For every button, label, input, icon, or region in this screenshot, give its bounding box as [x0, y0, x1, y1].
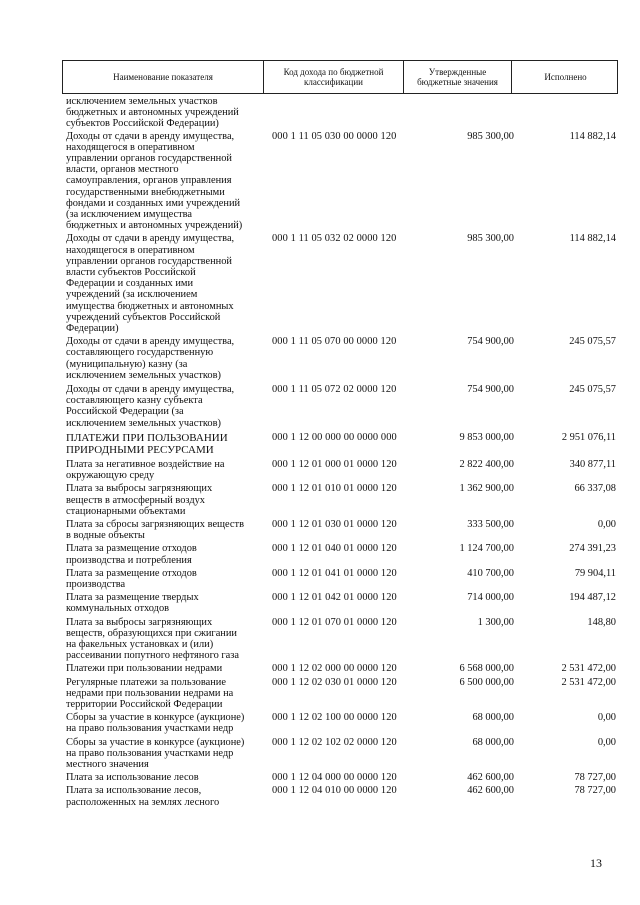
row-code: 000 1 12 01 042 01 0000 120 — [272, 592, 397, 604]
row-approved: 6 568 000,00 — [459, 663, 514, 675]
row-name: Плата за размещение отходов производства и потребления — [66, 543, 197, 566]
table-row — [66, 677, 616, 711]
row-approved: 2 822 400,00 — [459, 458, 514, 470]
table-row — [66, 737, 616, 771]
table-header — [62, 60, 618, 94]
row-name: Сборы за участие в конкурсе (аукционе) на право пользования участками недр — [66, 712, 245, 735]
row-approved: 462 600,00 — [467, 785, 514, 797]
row-approved: 754 900,00 — [467, 384, 514, 396]
row-approved: 68 000,00 — [472, 712, 514, 724]
row-executed: 66 337,08 — [574, 483, 616, 495]
row-name: Сборы за участие в конкурсе (аукционе) на право пользования участками недр местного значения — [66, 736, 245, 770]
table-row — [66, 432, 616, 456]
row-approved: 333 500,00 — [467, 518, 514, 530]
row-approved: 462 600,00 — [467, 772, 514, 784]
header-executed: Исполнено — [511, 61, 619, 93]
table-row — [66, 663, 616, 674]
row-name: Плата за выбросы загрязняющих веществ в атмосферный воздух стационарными объектами — [66, 483, 213, 517]
row-approved: 714 000,00 — [467, 592, 514, 604]
row-name: Плата за размещение твердых коммунальных отходов — [66, 592, 199, 615]
table-row — [66, 483, 616, 517]
table-row — [66, 131, 616, 232]
table-row — [66, 617, 616, 662]
page-number: 13 — [590, 856, 602, 870]
table-row — [66, 233, 616, 334]
row-approved: 985 300,00 — [467, 130, 514, 142]
row-code: 000 1 12 02 100 00 0000 120 — [272, 712, 397, 724]
row-executed: 245 075,57 — [569, 336, 616, 348]
row-name: Доходы от сдачи в аренду имущества, находящегося в оперативном управлении органов государственной власти субъектов Российской Федерации и созданных ими учреждений (за исключением имущества бюджетных и автономных учреждений субъектов Российской Федерации) — [66, 233, 235, 335]
row-name: Плата за использование лесов, расположенных на землях лесного — [66, 785, 220, 808]
row-executed: 340 877,11 — [569, 458, 616, 470]
header-name: Наименование показателя — [113, 72, 213, 82]
row-executed: 0,00 — [597, 518, 616, 530]
row-code: 000 1 11 05 072 02 0000 120 — [272, 384, 397, 396]
table-row — [66, 519, 616, 541]
row-name: Плата за негативное воздействие на окружающую среду — [66, 458, 225, 482]
table-row — [66, 543, 616, 565]
row-executed: 78 727,00 — [574, 785, 616, 797]
row-approved: 754 900,00 — [467, 336, 514, 348]
row-executed: 194 487,12 — [569, 592, 616, 604]
row-executed: 0,00 — [597, 712, 616, 724]
row-executed: 114 882,14 — [569, 233, 616, 245]
table-row — [66, 336, 616, 381]
row-executed: 274 391,23 — [569, 543, 616, 555]
table-row — [66, 592, 616, 614]
row-approved: 410 700,00 — [467, 567, 514, 579]
table-body — [66, 96, 616, 810]
row-name: Платежи при пользовании недрами — [66, 663, 223, 675]
row-code: 000 1 12 02 102 02 0000 120 — [272, 736, 397, 748]
row-name: исключением земельных участков бюджетных и автономных учреждений субъектов Российской Федерации) — [66, 96, 239, 130]
row-executed: 2 531 472,00 — [561, 663, 616, 675]
row-code: 000 1 12 01 070 01 0000 120 — [272, 616, 397, 628]
table-row — [66, 459, 616, 481]
table-row — [66, 772, 616, 783]
row-code: 000 1 12 01 000 01 0000 120 — [272, 458, 397, 470]
row-approved: 985 300,00 — [467, 233, 514, 245]
row-approved: 1 362 900,00 — [459, 483, 514, 495]
row-executed: 78 727,00 — [574, 772, 616, 784]
row-code: 000 1 12 01 030 01 0000 120 — [272, 518, 397, 530]
row-executed: 79 904,11 — [574, 567, 616, 579]
row-approved: 6 500 000,00 — [459, 676, 514, 688]
row-name: Регулярные платежи за пользование недрами при пользовании недрами на территории Российской Федерации — [66, 676, 234, 710]
row-approved: 1 300,00 — [477, 616, 514, 628]
row-approved: 68 000,00 — [472, 736, 514, 748]
table-row — [66, 568, 616, 590]
row-executed: 2 531 472,00 — [561, 676, 616, 688]
row-code: 000 1 11 05 070 00 0000 120 — [272, 336, 397, 348]
row-code: 000 1 12 01 040 01 0000 120 — [272, 543, 397, 555]
table-row — [66, 384, 616, 429]
header-code: Код дохода по бюджетной классификации — [263, 61, 403, 93]
row-code: 000 1 11 05 030 00 0000 120 — [272, 130, 397, 142]
row-name: Доходы от сдачи в аренду имущества, составляющего казну субъекта Российской Федерации (за исключением земельных участков) — [66, 384, 235, 429]
row-executed: 245 075,57 — [569, 384, 616, 396]
row-code: 000 1 12 00 000 00 0000 000 — [272, 431, 397, 443]
row-code: 000 1 11 05 032 02 0000 120 — [272, 233, 397, 245]
row-code: 000 1 12 01 041 01 0000 120 — [272, 567, 397, 579]
header-approved: Утвержденные бюджетные значения — [403, 61, 511, 93]
row-approved: 9 853 000,00 — [459, 431, 514, 443]
row-code: 000 1 12 04 010 00 0000 120 — [272, 785, 397, 797]
row-name: Плата за сбросы загрязняющих веществ в водные объекты — [66, 518, 244, 542]
row-code: 000 1 12 02 000 00 0000 120 — [272, 663, 397, 675]
row-approved: 1 124 700,00 — [459, 543, 514, 555]
row-name: Плата за размещение отходов производства — [66, 567, 197, 590]
row-executed: 114 882,14 — [569, 130, 616, 142]
table-row — [66, 96, 616, 130]
row-name: ПЛАТЕЖИ ПРИ ПОЛЬЗОВАНИИ ПРИРОДНЫМИ РЕСУРСАМИ — [66, 431, 228, 456]
row-code: 000 1 12 04 000 00 0000 120 — [272, 772, 397, 784]
row-executed: 0,00 — [597, 736, 616, 748]
table-row — [66, 785, 616, 807]
table-row — [66, 712, 616, 734]
row-name: Доходы от сдачи в аренду имущества, находящегося в оперативном управлении органов государственной власти, органов местного самоуправления, органов управления государственными внебюджетными фондами и созданных ими учреждений (за исключением имущества бюджетных и автономных учреждений) — [66, 130, 243, 232]
row-code: 000 1 12 01 010 01 0000 120 — [272, 483, 397, 495]
row-executed: 2 951 076,11 — [561, 431, 616, 443]
row-executed: 148,80 — [587, 616, 616, 628]
row-name: Доходы от сдачи в аренду имущества, составляющего государственную (муниципальную) казну (за исключением земельных участков) — [66, 336, 235, 381]
row-name: Плата за использование лесов — [66, 772, 199, 784]
row-name: Плата за выбросы загрязняющих веществ, образующихся при сжигании на факельных установках и (или) рассеивании попутного нефтяного газа — [66, 616, 239, 662]
row-code: 000 1 12 02 030 01 0000 120 — [272, 676, 397, 688]
